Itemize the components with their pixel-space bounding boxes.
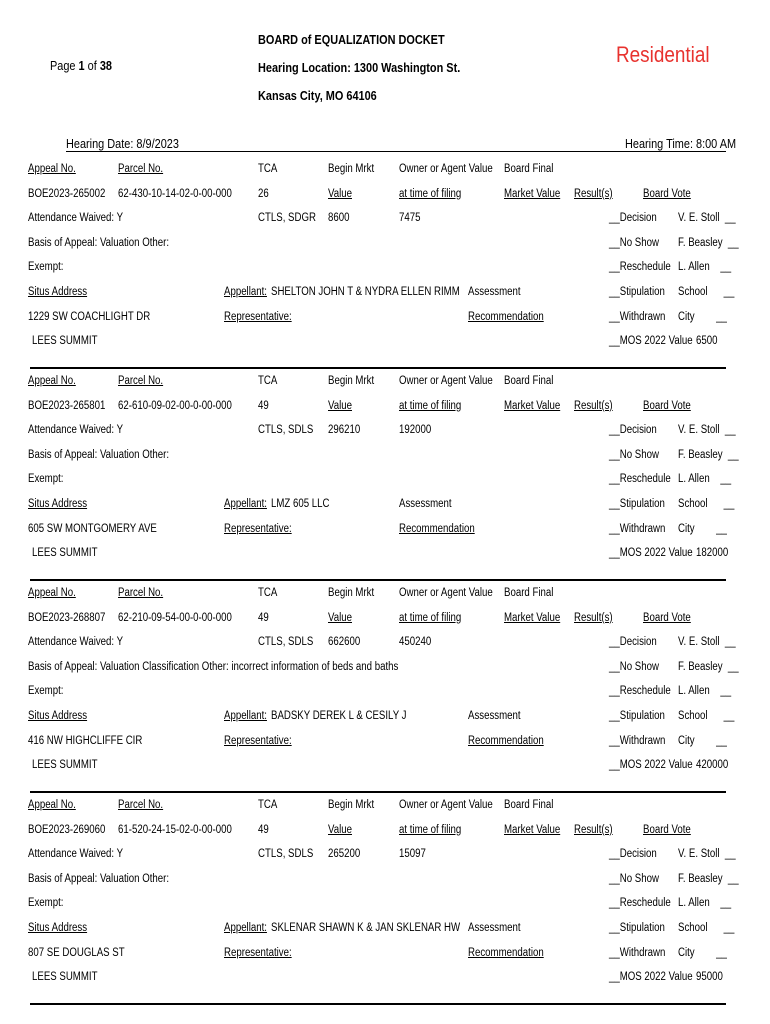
board-vote-member: City __	[678, 522, 727, 535]
tca-districts: CTLS, SDLS	[258, 848, 314, 861]
mos-value: 6500	[696, 335, 718, 348]
record-divider	[30, 579, 726, 581]
assessment-label: Assessment	[468, 710, 521, 722]
board-final-label: Board Final	[504, 375, 554, 387]
appeal-number: BOE2023-268807	[28, 611, 106, 624]
appellant-name: SKLENAR SHAWN K & JAN SKLENAR HW	[271, 922, 461, 934]
tca-label: TCA	[258, 163, 278, 175]
tca-value: 26	[258, 187, 269, 200]
appeal-no-label: Appeal No.	[28, 375, 76, 387]
board-vote-member: F. Beasley __	[678, 660, 739, 673]
board-vote-member: V. E. Stoll __	[678, 212, 736, 225]
recommendation-label: Recommendation	[468, 946, 544, 959]
board-vote-member: V. E. Stoll __	[678, 424, 736, 437]
hearing-date: Hearing Date: 8/9/2023	[66, 136, 179, 151]
mos-label: __MOS 2022 Value	[609, 335, 693, 348]
exempt-label: Exempt:	[28, 261, 64, 274]
tca-value: 49	[258, 823, 269, 836]
board-vote-label: Board Vote	[643, 187, 691, 200]
situs-city: LEES SUMMIT	[32, 759, 98, 772]
at-time-label: at time of filing	[399, 823, 462, 836]
results-label: Result(s)	[574, 611, 613, 624]
assessment-label: Assessment	[399, 498, 452, 510]
board-vote-member: F. Beasley __	[678, 872, 739, 885]
result-option: __Withdrawn	[609, 946, 666, 959]
owner-agent-value: 192000	[399, 424, 432, 437]
result-option: __No Show	[609, 872, 659, 885]
situs-address-label: Situs Address	[28, 710, 88, 722]
result-option: __Withdrawn	[609, 310, 666, 323]
appeal-number: BOE2023-269060	[28, 823, 106, 836]
market-value-label: Market Value	[504, 611, 561, 624]
mos-label: __MOS 2022 Value	[609, 971, 693, 984]
basis-of-appeal: Basis of Appeal: Valuation Classification Other: incorrect information of beds and baths	[28, 660, 399, 673]
attendance-waived: Attendance Waived: Y	[28, 848, 124, 861]
recommendation-label: Recommendation	[399, 522, 475, 535]
board-vote-member: School __	[678, 710, 735, 722]
result-option: __Stipulation	[609, 498, 665, 510]
basis-of-appeal: Basis of Appeal: Valuation Other:	[28, 448, 170, 461]
tca-districts: CTLS, SDLS	[258, 424, 314, 437]
result-option: __Decision	[609, 848, 657, 861]
owner-agent-value: 450240	[399, 636, 432, 649]
board-vote-member: L. Allen __	[678, 473, 732, 486]
result-option: __Stipulation	[609, 710, 665, 722]
page-number: Page 1 of 38	[50, 58, 112, 73]
hearing-city: Kansas City, MO 64106	[258, 88, 377, 103]
value-label: Value	[328, 823, 352, 836]
attendance-waived: Attendance Waived: Y	[28, 424, 124, 437]
result-option: __Withdrawn	[609, 522, 666, 535]
record-divider	[30, 367, 726, 369]
result-option: __Decision	[609, 212, 657, 225]
situs-city: LEES SUMMIT	[32, 335, 98, 348]
board-vote-member: F. Beasley __	[678, 448, 739, 461]
board-vote-member: City __	[678, 946, 727, 959]
begin-market-value: 8600	[328, 212, 350, 225]
board-vote-member: V. E. Stoll __	[678, 636, 736, 649]
attendance-waived: Attendance Waived: Y	[28, 636, 124, 649]
appeal-number: BOE2023-265801	[28, 399, 106, 412]
board-vote-member: School __	[678, 922, 735, 934]
result-option: __Reschedule	[609, 685, 671, 698]
result-option: __Stipulation	[609, 286, 665, 298]
tca-label: TCA	[258, 587, 278, 599]
appellant-name: SHELTON JOHN T & NYDRA ELLEN RIMM	[271, 286, 460, 298]
tca-value: 49	[258, 399, 269, 412]
parcel-number: 62-430-10-14-02-0-00-000	[118, 187, 232, 200]
result-option: __Reschedule	[609, 473, 671, 486]
result-option: __Reschedule	[609, 897, 671, 910]
at-time-label: at time of filing	[399, 399, 462, 412]
appellant-label: Appellant:	[224, 710, 267, 722]
hearing-time: Hearing Time: 8:00 AM	[625, 136, 737, 151]
situs-address-label: Situs Address	[28, 498, 88, 510]
value-label: Value	[328, 399, 352, 412]
basis-of-appeal: Basis of Appeal: Valuation Other:	[28, 872, 170, 885]
basis-of-appeal: Basis of Appeal: Valuation Other:	[28, 236, 170, 249]
mos-value: 420000	[696, 759, 729, 772]
header-underline	[66, 151, 726, 152]
situs-address: 807 SE DOUGLAS ST	[28, 946, 125, 959]
mos-value: 95000	[696, 971, 723, 984]
representative-label: Representative:	[224, 946, 292, 959]
situs-address-label: Situs Address	[28, 922, 88, 934]
mos-value: 182000	[696, 547, 729, 560]
result-option: __Stipulation	[609, 922, 665, 934]
parcel-number: 62-610-09-02-00-0-00-000	[118, 399, 232, 412]
tca-value: 49	[258, 611, 269, 624]
board-vote-label: Board Vote	[643, 611, 691, 624]
owner-value-label: Owner or Agent Value	[399, 799, 493, 811]
owner-value-label: Owner or Agent Value	[399, 163, 493, 175]
situs-address: 1229 SW COACHLIGHT DR	[28, 310, 151, 323]
tca-districts: CTLS, SDLS	[258, 636, 314, 649]
results-label: Result(s)	[574, 399, 613, 412]
parcel-number: 61-520-24-15-02-0-00-000	[118, 823, 232, 836]
result-option: __Decision	[609, 636, 657, 649]
appeal-no-label: Appeal No.	[28, 799, 76, 811]
result-option: __Decision	[609, 424, 657, 437]
board-vote-member: V. E. Stoll __	[678, 848, 736, 861]
category-label: Residential	[616, 42, 710, 67]
assessment-label: Assessment	[468, 922, 521, 934]
board-vote-member: School __	[678, 498, 735, 510]
board-vote-label: Board Vote	[643, 823, 691, 836]
attendance-waived: Attendance Waived: Y	[28, 212, 124, 225]
representative-label: Representative:	[224, 522, 292, 535]
appeal-no-label: Appeal No.	[28, 587, 76, 599]
board-vote-member: F. Beasley __	[678, 236, 739, 249]
docket-title: BOARD of EQUALIZATION DOCKET	[258, 32, 445, 47]
value-label: Value	[328, 187, 352, 200]
exempt-label: Exempt:	[28, 473, 64, 486]
result-option: __No Show	[609, 236, 659, 249]
situs-address: 605 SW MONTGOMERY AVE	[28, 522, 157, 535]
begin-mrkt-label: Begin Mrkt	[328, 799, 375, 811]
board-vote-member: L. Allen __	[678, 897, 732, 910]
mos-label: __MOS 2022 Value	[609, 759, 693, 772]
parcel-no-label: Parcel No.	[118, 163, 164, 175]
tca-label: TCA	[258, 799, 278, 811]
market-value-label: Market Value	[504, 399, 561, 412]
begin-mrkt-label: Begin Mrkt	[328, 375, 375, 387]
market-value-label: Market Value	[504, 187, 561, 200]
at-time-label: at time of filing	[399, 611, 462, 624]
appellant-name: LMZ 605 LLC	[271, 498, 330, 510]
representative-label: Representative:	[224, 734, 292, 747]
result-option: __Reschedule	[609, 261, 671, 274]
board-vote-member: School __	[678, 286, 735, 298]
tca-districts: CTLS, SDGR	[258, 212, 316, 225]
results-label: Result(s)	[574, 823, 613, 836]
board-final-label: Board Final	[504, 163, 554, 175]
appellant-label: Appellant:	[224, 498, 267, 510]
parcel-no-label: Parcel No.	[118, 375, 164, 387]
value-label: Value	[328, 611, 352, 624]
recommendation-label: Recommendation	[468, 310, 544, 323]
board-vote-label: Board Vote	[643, 399, 691, 412]
appellant-label: Appellant:	[224, 922, 267, 934]
board-final-label: Board Final	[504, 587, 554, 599]
representative-label: Representative:	[224, 310, 292, 323]
result-option: __No Show	[609, 660, 659, 673]
appeal-number: BOE2023-265002	[28, 187, 106, 200]
record-divider	[30, 1003, 726, 1005]
owner-agent-value: 7475	[399, 212, 421, 225]
board-vote-member: L. Allen __	[678, 685, 732, 698]
board-final-label: Board Final	[504, 799, 554, 811]
assessment-label: Assessment	[468, 286, 521, 298]
parcel-no-label: Parcel No.	[118, 587, 164, 599]
parcel-number: 62-210-09-54-00-0-00-000	[118, 611, 232, 624]
exempt-label: Exempt:	[28, 685, 64, 698]
appeal-no-label: Appeal No.	[28, 163, 76, 175]
exempt-label: Exempt:	[28, 897, 64, 910]
begin-market-value: 296210	[328, 424, 361, 437]
parcel-no-label: Parcel No.	[118, 799, 164, 811]
appellant-name: BADSKY DEREK L & CESILY J	[271, 710, 407, 722]
hearing-location: Hearing Location: 1300 Washington St.	[258, 60, 461, 75]
result-option: __Withdrawn	[609, 734, 666, 747]
owner-agent-value: 15097	[399, 848, 426, 861]
situs-city: LEES SUMMIT	[32, 547, 98, 560]
begin-mrkt-label: Begin Mrkt	[328, 163, 375, 175]
results-label: Result(s)	[574, 187, 613, 200]
record-divider	[30, 791, 726, 793]
begin-market-value: 662600	[328, 636, 361, 649]
owner-value-label: Owner or Agent Value	[399, 375, 493, 387]
begin-mrkt-label: Begin Mrkt	[328, 587, 375, 599]
at-time-label: at time of filing	[399, 187, 462, 200]
situs-address: 416 NW HIGHCLIFFE CIR	[28, 734, 143, 747]
market-value-label: Market Value	[504, 823, 561, 836]
recommendation-label: Recommendation	[468, 734, 544, 747]
tca-label: TCA	[258, 375, 278, 387]
appellant-label: Appellant:	[224, 286, 267, 298]
board-vote-member: City __	[678, 734, 727, 747]
situs-address-label: Situs Address	[28, 286, 88, 298]
board-vote-member: City __	[678, 310, 727, 323]
situs-city: LEES SUMMIT	[32, 971, 98, 984]
result-option: __No Show	[609, 448, 659, 461]
begin-market-value: 265200	[328, 848, 361, 861]
owner-value-label: Owner or Agent Value	[399, 587, 493, 599]
mos-label: __MOS 2022 Value	[609, 547, 693, 560]
board-vote-member: L. Allen __	[678, 261, 732, 274]
